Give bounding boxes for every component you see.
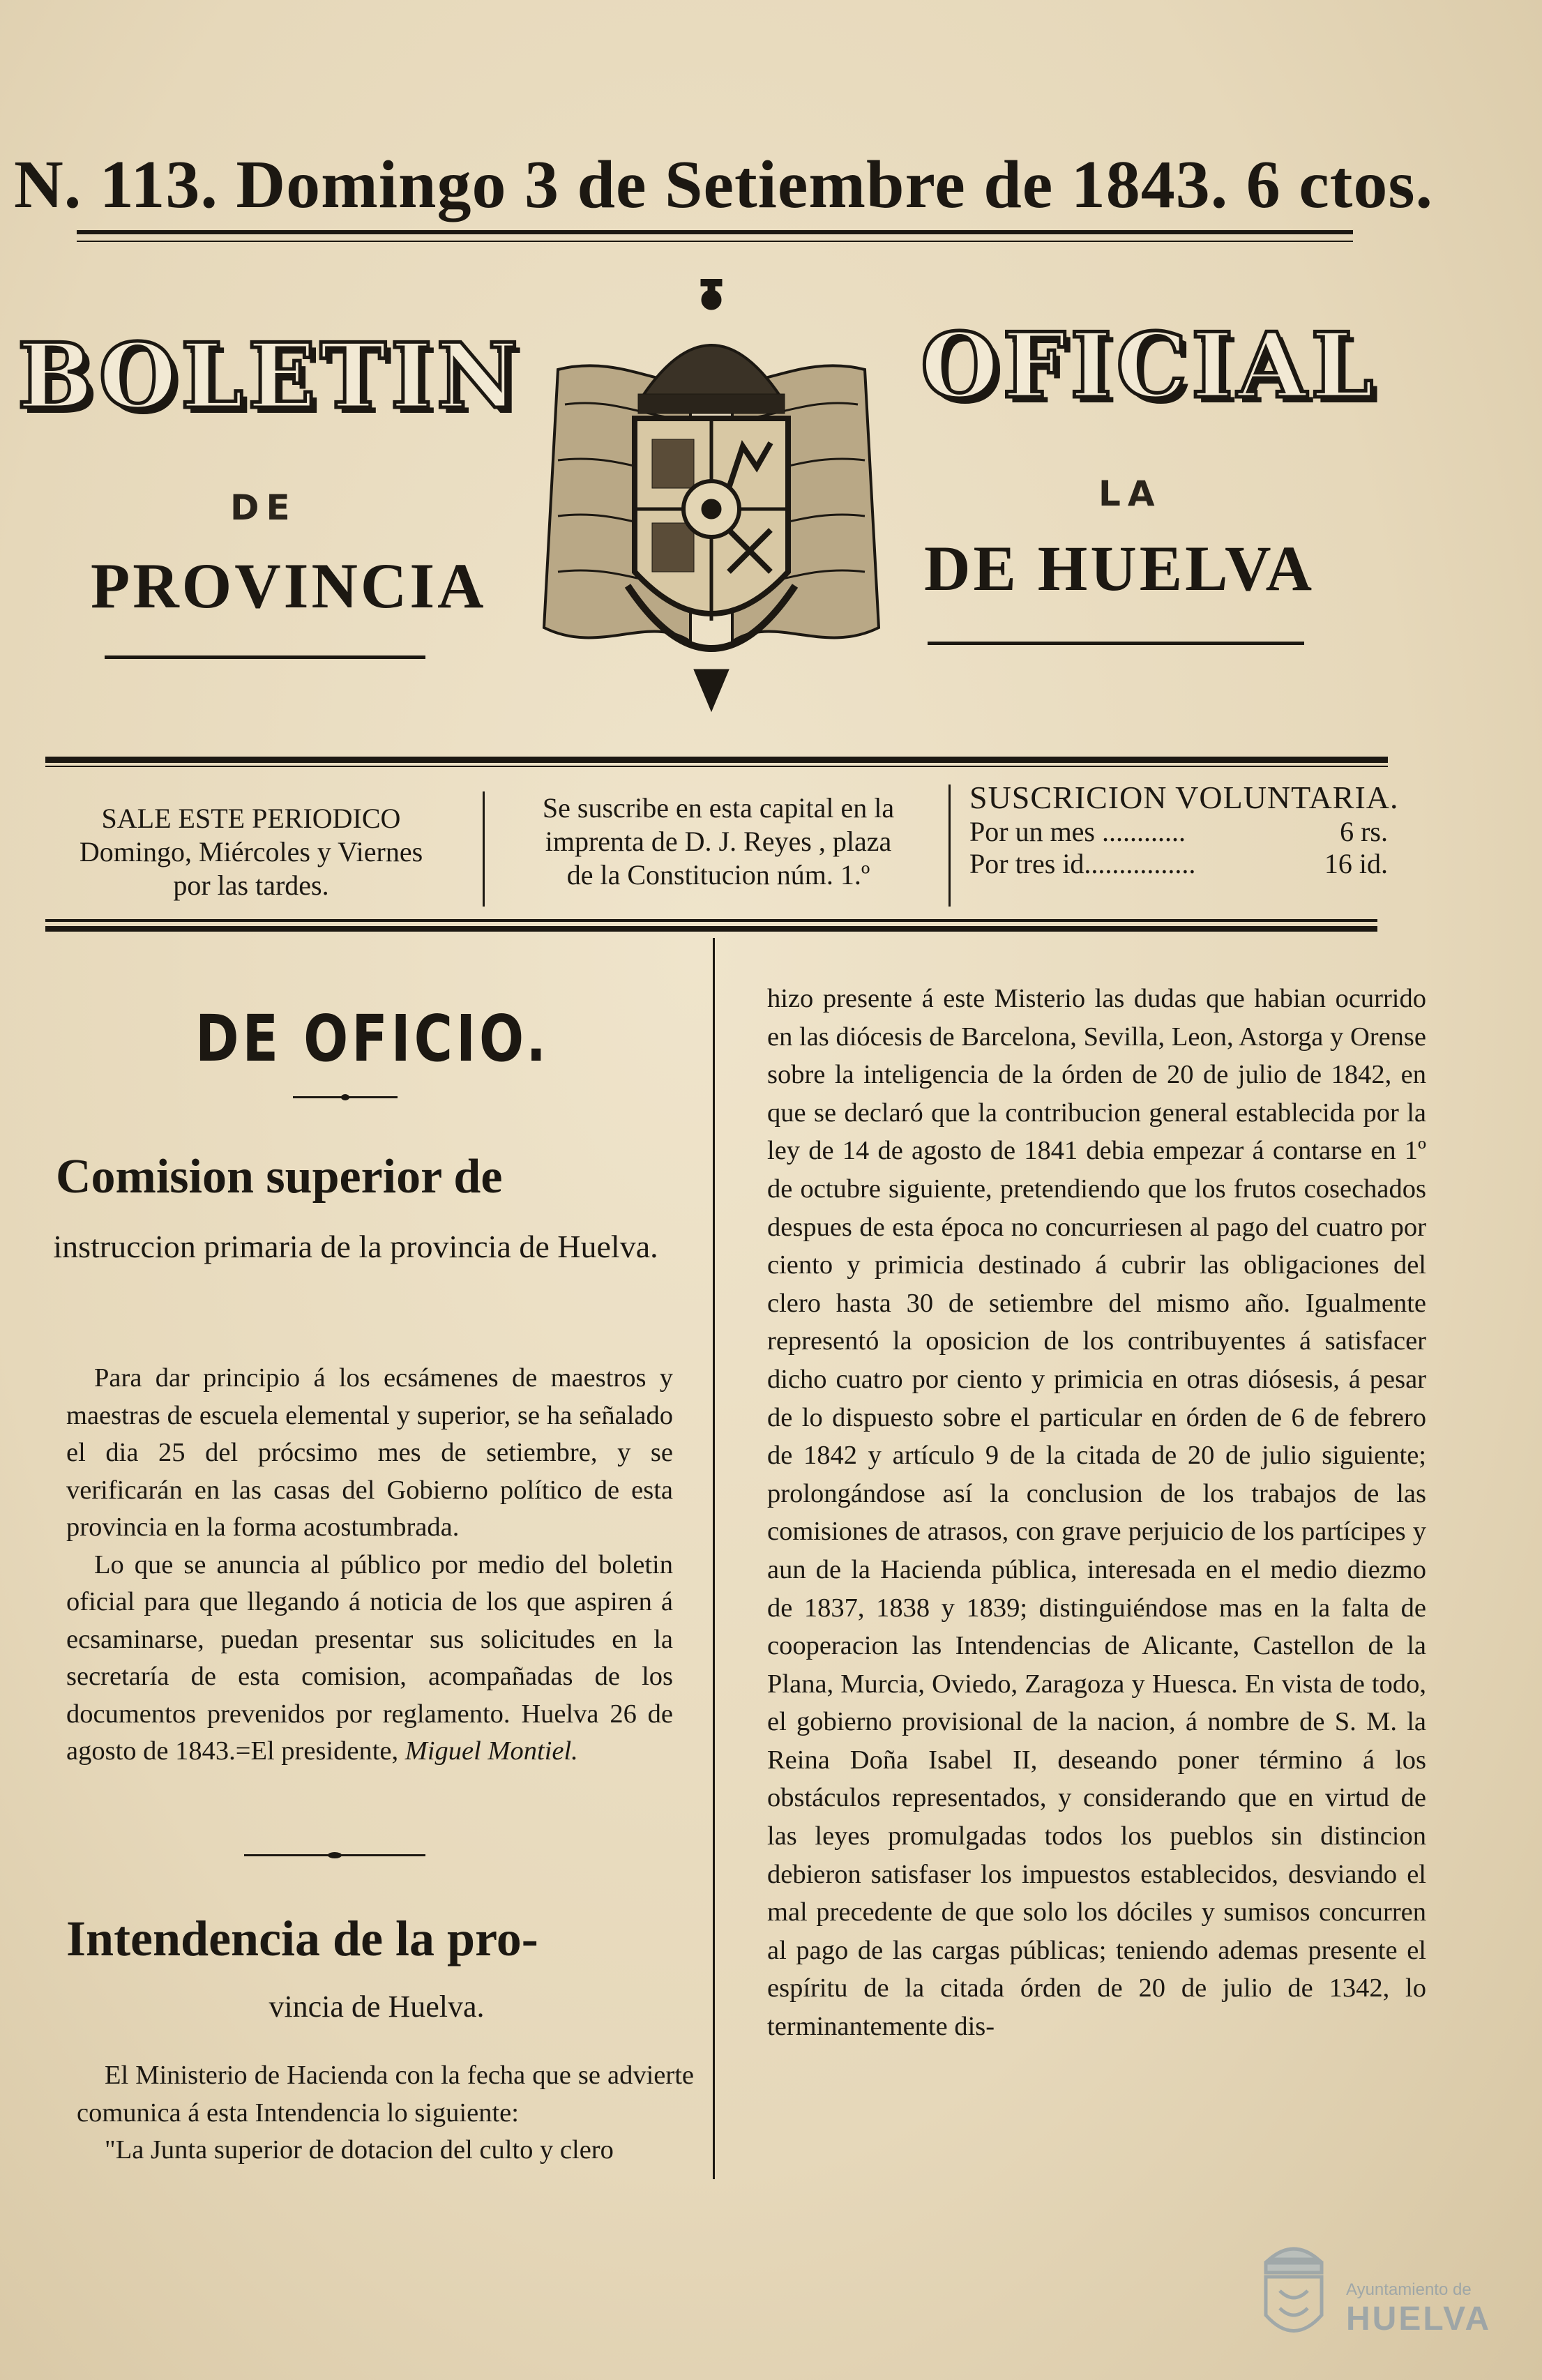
intendencia-paragraph-1: El Ministerio de Hacienda con la fecha que se advierte comunica á esta Intendencia lo siguiente: [77, 2061, 694, 2128]
royal-coat-of-arms-icon [516, 279, 907, 718]
suscricion-title: SUSCRICION VOLUNTARIA. [969, 780, 1399, 815]
archive-watermark [1255, 2238, 1527, 2357]
comision-paragraph-2-text: Lo que se anuncia al público por medio del boletin oficial para que llegando á noticia de los que aspiren á ecsaminarse, puedan presentar sus solicitudes en la secretaría de esta comision, acompañadas de los documentos prevenidos por reglamento. Huelva 26 de agosto de 1843.=El presidente, [66, 1549, 673, 1766]
schedule-line-3: por las tardes. [173, 870, 329, 901]
comision-title: Comision superior de [56, 1150, 503, 1204]
right-column-text: hizo presente á este Misterio las dudas que habian ocurrido en las diócesis de Barcelona, Sevilla, Leon, Astorga y Orense sobre la inteligencia de la órden de 20 de julio de 1842, en que se declaró que la contribucion general establecida por la ley de 14 de agosto de 1841 debia empezar á contarse en 1º de octubre siguiente, pretendiendo que los frutos cosechados despues de esta época no concurriesen al pago del cuatro por ciento y primicia destinado á cubrir las obligaciones del clero hasta 30 de setiembre del mismo año. Igualmente representó la oposicion de los contribuyentes á satisfacer dicho cuatro por ciento y primicia en otras diósesis, á pesar de lo dispuesto sobre el particular en órden de 6 de febrero de 1842 y artículo 9 de la citada de 20 de julio siguiente; prolongándose así la conclusion de los trabajos de las comisiones de atrasos, con grave perjuicio de los partícipes y aun de la Hacienda pública, interesada en el medio diezmo de 1837, 1838 y 1839; distinguiéndose mas en la falta de cooperacion las Intendencias de Alicante, Castellon de la Plana, Murcia, Oviedo, Zaragoza y Huesca. En vista de todo, el gobierno provisional de la nacion, á nombre de S. M. la Reina Doña Isabel II, deseando poner término á los obstáculos representados, y considerando que en virtud de las leyes promulgadas todos los pueblos sin distincion debieron satisfaser los impuestos establecidos, desviando el mal precedente de que solo los dóciles y sumisos concurren al pago de las cargas públicas; teniendo ademas presente el espíritu de la citada órden de 20 de julio de 1342, lo terminantemente dis- [767, 984, 1426, 2042]
title-oficial: OFICIAL [921, 314, 1378, 418]
ornament-divider [244, 1851, 425, 1858]
schedule-line-2: Domingo, Miércoles y Viernes [79, 836, 423, 867]
info-bar-bottom-rule [45, 919, 1377, 922]
title-rule-right [928, 642, 1304, 645]
info-divider-2 [948, 785, 951, 907]
schedule-line-1: SALE ESTE PERIODICO [101, 803, 401, 834]
title-la: LA [1098, 473, 1162, 514]
column-divider [713, 938, 715, 2179]
subscribe-line-3: de la Constitucion núm. 1.º [566, 859, 870, 890]
intendencia-subtitle: vincia de Huelva. [269, 1989, 485, 2024]
title-de-huelva: DE HUELVA [924, 533, 1315, 604]
subscription-location [495, 791, 942, 892]
title-rule-left [105, 655, 425, 659]
subscribe-line-2: imprenta de D. J. Reyes , plaza [545, 826, 892, 857]
issue-line: N. 113. Domingo 3 de Setiembre de 1843. 6 ctos. [14, 147, 1433, 222]
publication-schedule [21, 802, 481, 902]
price-value: 6 rs. [1340, 816, 1388, 847]
title-provincia: PROVINCIA [91, 550, 487, 621]
right-column-body [767, 980, 1426, 2046]
section-heading-de-oficio: DE OFICIO. [195, 1001, 550, 1076]
ayuntamiento-huelva-crest-icon [1255, 2238, 1332, 2350]
show-through-text [1172, 230, 1179, 268]
ornament-divider [293, 1093, 398, 1100]
price-row [969, 816, 1388, 848]
title-de: DE [230, 487, 297, 528]
comision-paragraph-2 [66, 1547, 673, 1771]
info-divider-1 [483, 791, 485, 907]
intendencia-title: Intendencia de la pro- [66, 1911, 538, 1966]
price-row [969, 848, 1388, 880]
info-bar-bottom-rule-thick [45, 926, 1377, 932]
price-label: Por un mes ............ [969, 816, 1186, 847]
title-boletin: BOLETIN [17, 324, 522, 429]
masthead-rule [77, 230, 1353, 234]
intendencia-paragraph-2: "La Junta superior de dotacion del culto y clero [105, 2135, 614, 2165]
masthead-rule-thin [77, 241, 1353, 242]
info-bar-top-rule-thin [45, 766, 1388, 767]
suscricion-voluntaria [969, 780, 1399, 880]
watermark-line-1: Ayuntamiento de [1346, 2280, 1472, 2299]
comision-subtitle: instruccion primaria de la provincia de Huelva. [53, 1229, 658, 1264]
intendencia-body [77, 2057, 694, 2169]
info-bar-top-rule [45, 757, 1388, 763]
price-label: Por tres id................ [969, 848, 1196, 879]
comision-body [66, 1360, 673, 1771]
comision-paragraph-1: Para dar principio á los ecsámenes de maestros y maestras de escuela elemental y superior, se ha señalado el dia 25 del prócsimo mes de setiembre, y se verificarán en las casas del Gobierno político de esta provincia en la forma acostumbrada. [66, 1363, 673, 1542]
price-value: 16 id. [1324, 848, 1388, 879]
comision-signature: Miguel Montiel. [405, 1736, 578, 1766]
watermark-line-2: HUELVA [1346, 2301, 1492, 2337]
subscribe-line-1: Se suscribe en esta capital en la [542, 792, 895, 824]
